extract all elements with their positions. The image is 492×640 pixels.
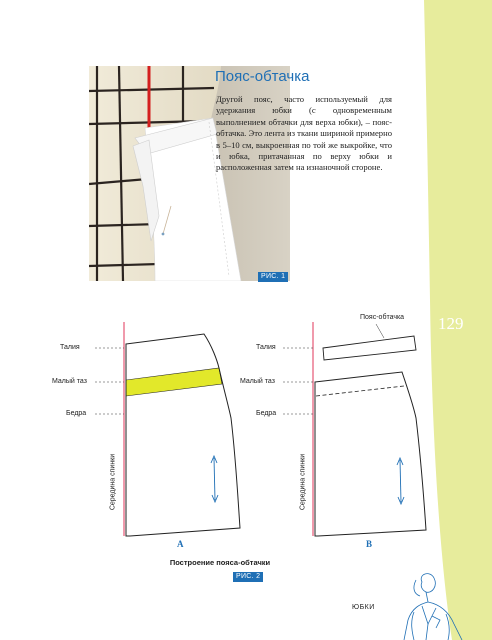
figure-1-label: РИС. 1: [258, 272, 288, 282]
construction-diagram: [0, 300, 440, 585]
panel-b-label-center-back: Середина спинки: [299, 453, 307, 511]
panel-b-label-waist: Талия: [256, 344, 276, 351]
footer-section: ЮБКИ: [352, 604, 375, 611]
article-title: Пояс-обтачка: [215, 68, 310, 85]
panel-b-skirt-outline: [315, 372, 426, 536]
article-body: Другой пояс, часто используемый для удержания юбки (с одновременным выполнением обтачки для верха юбки), – пояс-обтачка. Это лента из ткани шириной примерно в 5–10 см, выкроенная по той же выкройке, что и юбка, притачанная по верху юбки и расположенная затем на изнаночной стороне.: [216, 94, 392, 173]
fashion-sketch: [392, 572, 492, 640]
panel-a-label-waist: Талия: [60, 344, 80, 351]
panel-b-facing-leader: [376, 324, 384, 338]
panel-b-facing-piece: [323, 336, 416, 360]
panel-a-drawing: [95, 322, 240, 536]
panel-a-label-hips: Бедра: [66, 410, 87, 417]
panel-a-label-small-hip: Малый таз: [52, 378, 87, 385]
panel-a-letter: A: [177, 539, 184, 549]
panel-a-skirt-outline: [126, 334, 240, 536]
panel-a-label-center-back: Середина спинки: [109, 453, 117, 511]
page-number: 129: [438, 314, 464, 333]
figure-2-caption: Построение пояса-обтачки: [169, 558, 271, 567]
panel-b-label-facing: Пояс-обтачка: [360, 314, 405, 321]
panel-b-facing-cut-line: [316, 386, 404, 396]
panel-b-label-small-hip: Малый таз: [240, 378, 275, 385]
panel-a-facing-highlight: [126, 368, 222, 396]
panel-b-grainline: [400, 460, 401, 502]
panel-b-label-hips: Бедра: [256, 410, 277, 417]
panel-b-letter: B: [366, 539, 373, 549]
figure-2-label: РИС. 2: [233, 572, 263, 582]
panel-a-grainline: [214, 458, 215, 500]
